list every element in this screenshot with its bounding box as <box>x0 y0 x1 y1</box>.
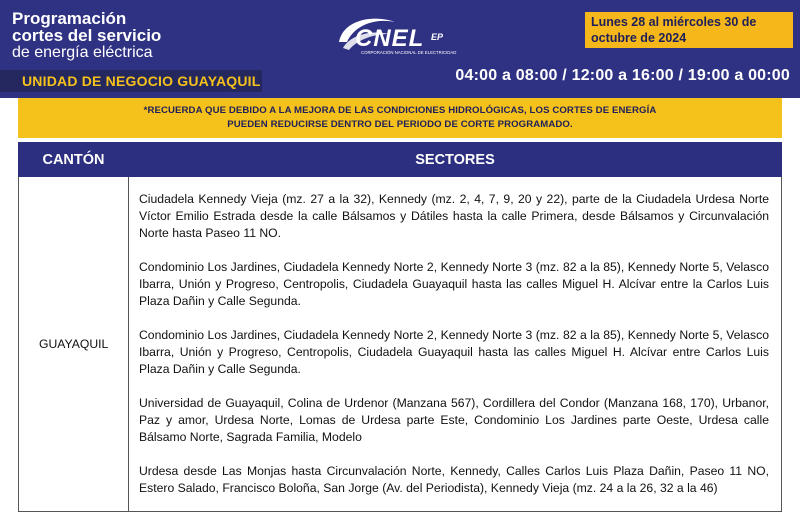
title-line-2: cortes del servicio <box>12 26 162 45</box>
sectors-cell <box>129 177 782 512</box>
cnel-logo <box>333 12 483 62</box>
sector-block: Ciudadela Kennedy Vieja (mz. 27 a la 32), Kennedy (mz. 2, 4, 7, 9, 20 y 22), parte de la Ciudadela Urdesa Norte Víctor Emilio Estrada desde la calle Bálsamos y Dátiles hasta la calle Primera, desde Bálsamos y Circunvalación Norte hasta Paseo 11 NO. <box>139 192 769 240</box>
title-line-3: de energía eléctrica <box>12 44 153 61</box>
business-unit-label: UNIDAD DE NEGOCIO GUAYAQUIL <box>0 70 262 92</box>
header-canton: CANTÓN <box>19 143 129 177</box>
date-range-badge: Lunes 28 al miércoles 30 de octubre de 2024 <box>585 12 793 48</box>
table-row <box>19 177 782 512</box>
table-header-row <box>19 143 782 177</box>
notice-banner <box>18 98 782 138</box>
outage-hours: 04:00 a 08:00 / 12:00 a 16:00 / 19:00 a 00:00 <box>455 67 790 84</box>
sector-block: Universidad de Guayaquil, Colina de Urdenor (Manzana 567), Cordillera del Condor (Manzana 168, 170), Urbanor, Paz y amor, Urdesa Norte, Lomas de Urdesa parte Este, Condominio Los Jardines parte Oeste, Urdesa calle Bálsamo Norte, Sagrada Familia, Modelo <box>139 396 769 444</box>
notice-line-1: *RECUERDA QUE DEBIDO A LA MEJORA DE LAS CONDICIONES HIDROLÓGICAS, LOS CORTES DE ENERGÍA <box>143 105 657 116</box>
logo-subtitle: CORPORACIÓN NACIONAL DE ELECTRICIDAD <box>361 50 457 55</box>
logo-text: CNEL <box>355 25 425 52</box>
header-sectores: SECTORES <box>129 143 782 177</box>
header-banner <box>0 0 800 98</box>
canton-cell: GUAYAQUIL <box>19 177 129 512</box>
sector-block: Urdesa desde Las Monjas hasta Circunvalación Norte, Kennedy, Calles Carlos Luis Plaza Dañin, Paseo 11 NO, Estero Salado, Francisco Boloña, San Jorge (Av. del Periodista), Kennedy Vieja (mz. 24 a la 26, 32 a la 46) <box>139 464 769 495</box>
program-title <box>12 10 161 61</box>
sector-block: Condominio Los Jardines, Ciudadela Kennedy Norte 2, Kennedy Norte 3 (mz. 82 a la 85), Kennedy Norte 5, Velasco Ibarra, Unión y Progreso, Centropolis, Ciudadela Guayaquil hasta las calles Miguel H. Alcívar entre la Carlos Luis Plaza Dañin y Calle Segunda. <box>139 260 769 308</box>
notice-line-2: PUEDEN REDUCIRSE DENTRO DEL PERIODO DE CORTE PROGRAMADO. <box>227 119 573 130</box>
sector-block: Condominio Los Jardines, Ciudadela Kennedy Norte 2, Kennedy Norte 3 (mz. 82 a la 85), Kennedy Norte 5, Velasco Ibarra, Unión y Progreso, Centropolis, Ciudadela Guayaquil hasta las calles Miguel H. Alcívar entre Carlos Luis Plaza Dañin y Calle Segunda. <box>139 328 769 376</box>
title-line-1: Programación <box>12 9 127 28</box>
schedule-table <box>18 142 782 512</box>
logo-suffix: EP <box>431 32 444 42</box>
